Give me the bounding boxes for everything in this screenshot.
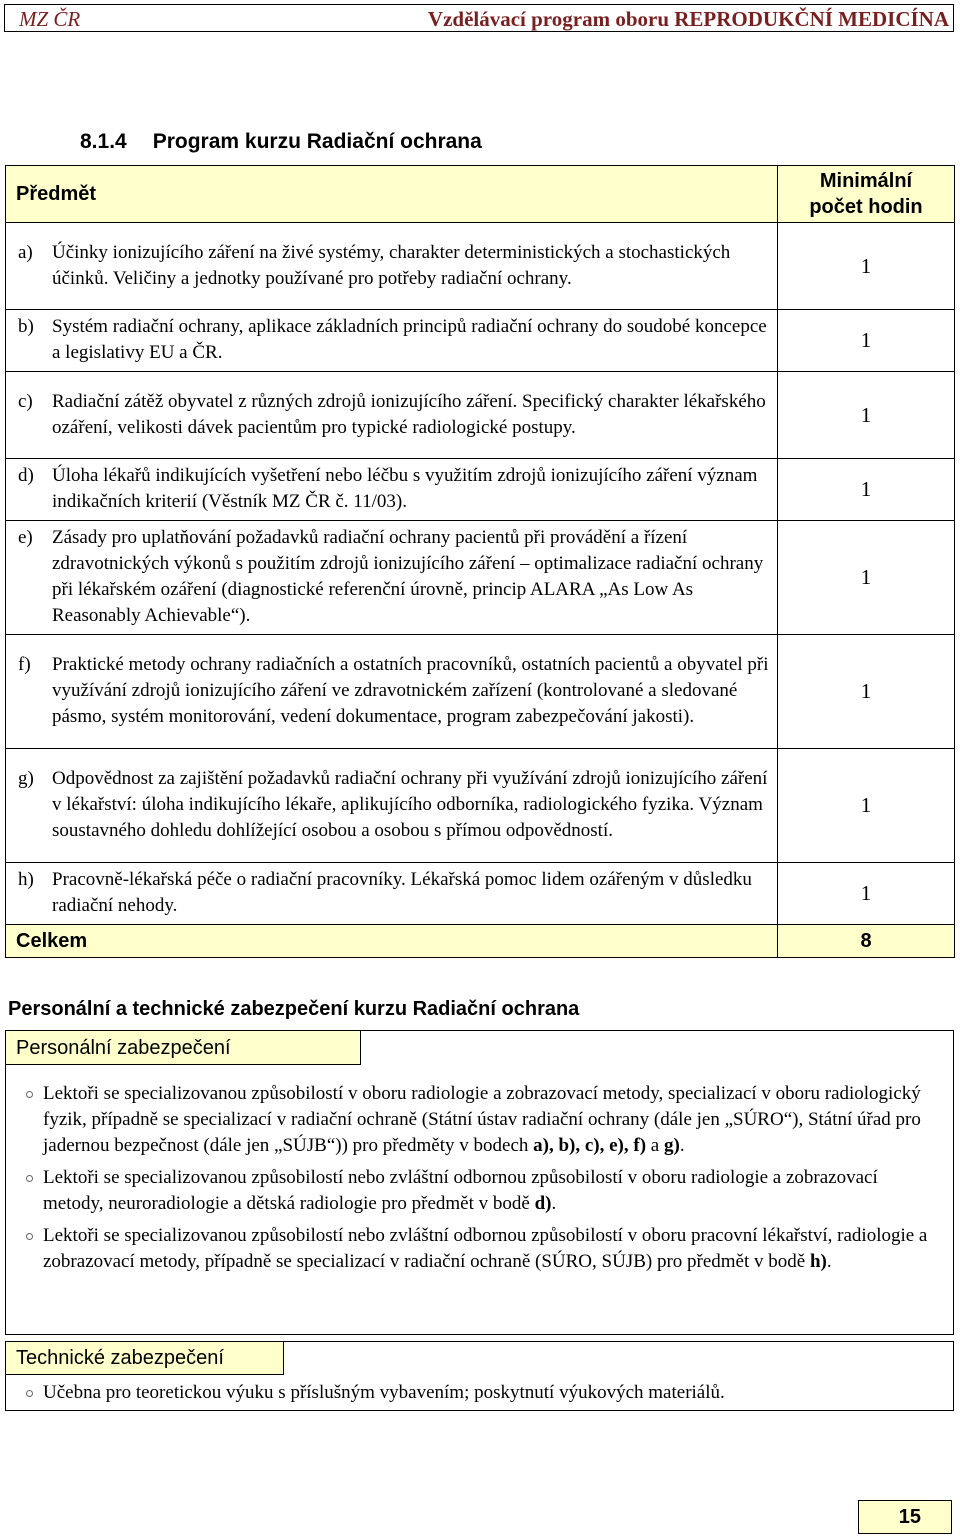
table-row xyxy=(6,749,955,863)
row-letter: e) xyxy=(18,527,33,548)
bullet-icon xyxy=(26,1233,33,1240)
bullet-icon xyxy=(26,1390,33,1397)
table-row xyxy=(6,863,955,925)
row-letter: b) xyxy=(18,316,34,337)
col-hours-line1: Minimální xyxy=(819,170,913,192)
table-row xyxy=(6,372,955,459)
row-hours: 1 xyxy=(778,521,955,635)
list-item xyxy=(6,1380,953,1406)
row-hours: 1 xyxy=(778,749,955,863)
item-bold: h) xyxy=(809,1251,827,1272)
row-hours: 1 xyxy=(778,863,955,925)
row-text: Účinky ionizujícího záření na živé systémy, charakter deterministických a stochastických účinků. Veličiny a jednotky používané pro potřeby radiační ochrany. xyxy=(52,241,731,289)
row-text: Pracovně-lékařská péče o radiační pracovníky. Lékařská pomoc lidem ozářeným v důsledku radiační nehody. xyxy=(52,869,752,916)
col-subject-header: Předmět xyxy=(6,166,778,223)
item-bold: d) xyxy=(534,1193,552,1214)
technical-list xyxy=(6,1380,953,1412)
row-letter: f) xyxy=(18,654,31,675)
item-end: . xyxy=(826,1251,832,1272)
item-bold: a), b), c), e), f) xyxy=(533,1135,647,1156)
table-row xyxy=(6,310,955,372)
row-hours: 1 xyxy=(778,372,955,459)
row-letter: a) xyxy=(18,241,33,263)
row-text: Praktické metody ochrany radiačních a ostatních pracovníků, ostatních pacientů a obyvatel při využívání zdrojů ionizujícího záření ve zdravotnickém zařízení (kontrolované a sledované pásmo, systém monitorování, vedení dokumentace, program zabezpečování jakosti). xyxy=(52,654,769,727)
row-text: Systém radiační ochrany, aplikace základních principů radiační ochrany do soudobé koncepce a legislativy EU a ČR. xyxy=(52,316,767,363)
table-row xyxy=(6,521,955,635)
row-letter: d) xyxy=(18,465,34,486)
item-text: Učebna pro teoretickou výuku s příslušným vybavením; poskytnutí výukových materiálů. xyxy=(43,1382,725,1403)
item-end: . xyxy=(551,1193,557,1214)
table-row xyxy=(6,223,955,310)
row-text: Odpovědnost za zajištění požadavků radiační ochrany při využívání zdrojů ionizujícího záření v lékařství: úloha indikujícího lékaře, aplikujícího odborníka, radiologického fyzika. Význam soustavného dohledu dohlížející osobou a osobou s přímou odpovědností. xyxy=(52,768,768,841)
list-item xyxy=(6,1165,953,1217)
table-total-row xyxy=(6,925,955,958)
technical-box xyxy=(5,1341,954,1411)
staffing-title: Personální a technické zabezpečení kurzu Radiační ochrana xyxy=(8,998,580,1020)
section-title xyxy=(80,130,482,154)
page-number: 15 xyxy=(858,1500,952,1534)
row-letter: g) xyxy=(18,768,34,789)
personal-box xyxy=(5,1030,954,1335)
personal-head: Personální zabezpečení xyxy=(6,1031,361,1065)
program-table xyxy=(5,165,955,958)
table-row xyxy=(6,459,955,521)
page-header xyxy=(4,4,954,32)
item-text: Lektoři se specializovanou způsobilostí nebo zvláštní odbornou způsobilostí v oboru radiologie a zobrazovací metody, neuroradiologie a dětská radiologie pro předmět v bodě xyxy=(43,1167,878,1214)
table-header-row xyxy=(6,166,955,223)
row-hours: 1 xyxy=(778,310,955,372)
item-text: Lektoři se specializovanou způsobilostí nebo zvláštní odbornou způsobilostí v oboru pracovní lékařství, radiologie a zobrazovací metody, případně se specializací v radiační ochraně (SÚRO, SÚJB) pro předmět v bodě xyxy=(43,1225,928,1272)
row-hours: 1 xyxy=(778,223,955,310)
row-text: Zásady pro uplatňování požadavků radiační ochrany pacientů při provádění a řízení zdravotnických výkonů s použitím zdrojů ionizujícího záření – optimalizace radiační ochrany při lékařském ozáření (diagnostické referenční úrovně, princip ALARA „As Low As Reasonably Achievable“). xyxy=(52,527,764,626)
table-row xyxy=(6,635,955,749)
item-text: Lektoři se specializovanou způsobilostí v oboru radiologie a zobrazovací metody, specializací v oboru radiologický fyzik, případně se specializací v radiační ochraně (Státní ústav radiační ochrany (dále jen „SÚRO“), Státní úřad pro jadernou bezpečnost (dále jen „SÚJB“)) pro předměty v bodech xyxy=(43,1083,921,1156)
list-item xyxy=(6,1223,953,1275)
row-letter: c) xyxy=(18,390,33,412)
header-program-title: Vzdělávací program oboru REPRODUKČNÍ MEDICÍNA xyxy=(427,7,949,31)
total-value: 8 xyxy=(778,925,955,958)
row-text: Úloha lékařů indikujících vyšetření nebo léčbu s využitím zdrojů ionizujícího záření význam indikačních kriterií (Věstník MZ ČR č. 11/03). xyxy=(52,465,758,512)
row-hours: 1 xyxy=(778,459,955,521)
technical-head: Technické zabezpečení xyxy=(6,1342,284,1375)
bullet-icon xyxy=(26,1091,33,1098)
bullet-icon xyxy=(26,1175,33,1182)
total-label: Celkem xyxy=(6,925,778,958)
row-text: Radiační zátěž obyvatel z různých zdrojů ionizujícího záření. Specifický charakter lékařského ozáření, velikosti dávek pacientům pro typické radiologické postupy. xyxy=(52,390,766,438)
item-mid: a xyxy=(646,1135,664,1156)
list-item xyxy=(6,1081,953,1159)
row-letter: h) xyxy=(18,869,34,890)
item-end: . xyxy=(679,1135,685,1156)
row-hours: 1 xyxy=(778,635,955,749)
item-bold2: g) xyxy=(663,1135,680,1156)
section-number: 8.1.4 xyxy=(80,130,127,153)
personal-list xyxy=(6,1081,953,1281)
section-title-text: Program kurzu Radiační ochrana xyxy=(152,130,482,153)
header-ministry: MZ ČR xyxy=(19,7,81,31)
col-hours-header xyxy=(778,166,955,223)
col-hours-line2: počet hodin xyxy=(809,196,923,218)
